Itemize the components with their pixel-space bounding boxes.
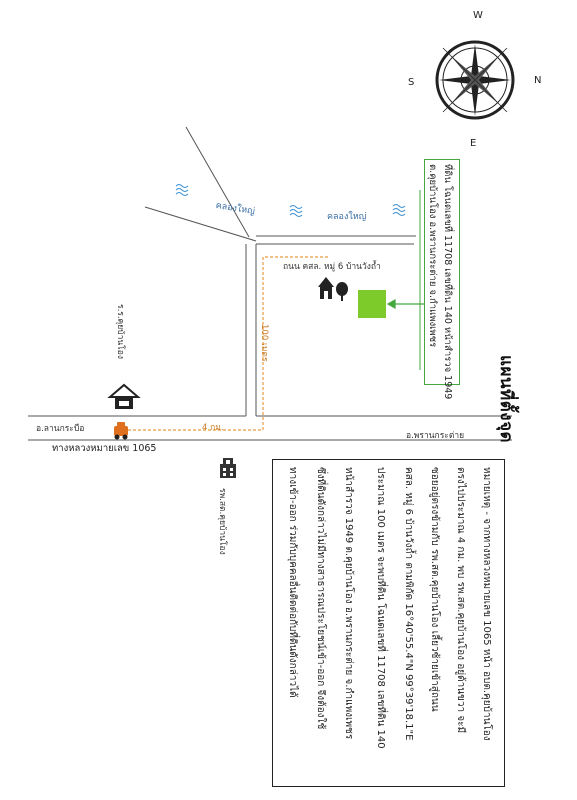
canal-label-1: คลองใหญ่ [214,200,256,217]
compass-s-label: S [408,77,415,88]
note-line: คสล. หมู่ 6 บ้านวังถ้ำ ตามพิกัด 16°40'55.4"N 99°39'18.1"E [403,467,414,741]
route-path [128,257,328,430]
note-line: ทางเข้า-ออก ร่วมกับบุคคลอื่นติดต่อกับที่ดินดังกล่าวได้ [287,467,298,698]
school-icon [110,385,138,409]
local-road-label: ถนน คสล. หมู่ 6 บ้านวังถ้ำ [283,262,381,272]
to-phran-label: อ.พรานกระต่าย [406,431,465,441]
water-icon [176,185,405,217]
compass-e-label: E [470,138,477,149]
land-info-line-1: ที่ดิน โฉนดเลขที่ 11708 เลขที่ดิน 140 หน้าสำรวจ 1949 [442,164,453,400]
land-info-line-2: ต.คุยบ้านโอง อ.พรานกระต่าย จ.กำแพงเพชร [427,164,438,348]
note-line: ซอยอยู่ตรงข้ามกับ รพ.สต.คุยบ้านโอง เลี้ยวซ้ายเข้าสู่ถนน [429,467,440,712]
note-line: ซึ่งที่ดินดังกล่าวไม่มีทางสาธารณประโยชน์เข้า-ออก จึงต้องใช้ [315,467,326,730]
map-title: แผนที่ตั้งจุด [496,355,516,444]
compass-w-label: W [473,10,483,21]
car-icon [114,422,128,440]
hospital-icon [220,458,236,478]
hospital-label: รพ.สต.คุยบ้านโอง [217,488,227,555]
note-line: หมายเหตุ - จากทางหลวงหมายเลข 1065 หน้า อบต.คุยบ้านโอง [481,467,492,741]
to-lan-krabue-label: อ.ลานกระบือ [36,424,85,434]
highway-label: ทางหลวงหมายเลข 1065 [52,443,157,454]
plot-pointer-arrow [388,300,424,308]
house-icon [318,277,334,299]
land-plot [358,290,386,318]
compass-icon [437,42,513,118]
note-line: ตรงไปประมาณ 4 กม. พบ รพ.สต.คุยบ้านโอง อยู่ด้านขวา จะมี [455,467,466,734]
tree-icon [336,282,348,301]
compass-n-label: N [534,75,542,86]
school-label: ร.ร.คุยบ้านโอง [115,304,125,360]
distance-4km-label: 4 กม. [202,423,224,433]
note-line: ประมาณ 100 เมตร จะพบที่ดิน โฉนดเลขที่ 11708 เลขที่ดิน 140 [375,467,386,749]
canal-label-2: คลองใหญ่ [327,212,367,222]
distance-100m-label: 100 เมตร [259,324,269,362]
note-line: หน้าสำรวจ 1949 ต.คุยบ้านโอง อ.พรานกระต่าย จ.กำแพงเพชร [343,467,354,740]
directions-note-box [272,459,505,787]
